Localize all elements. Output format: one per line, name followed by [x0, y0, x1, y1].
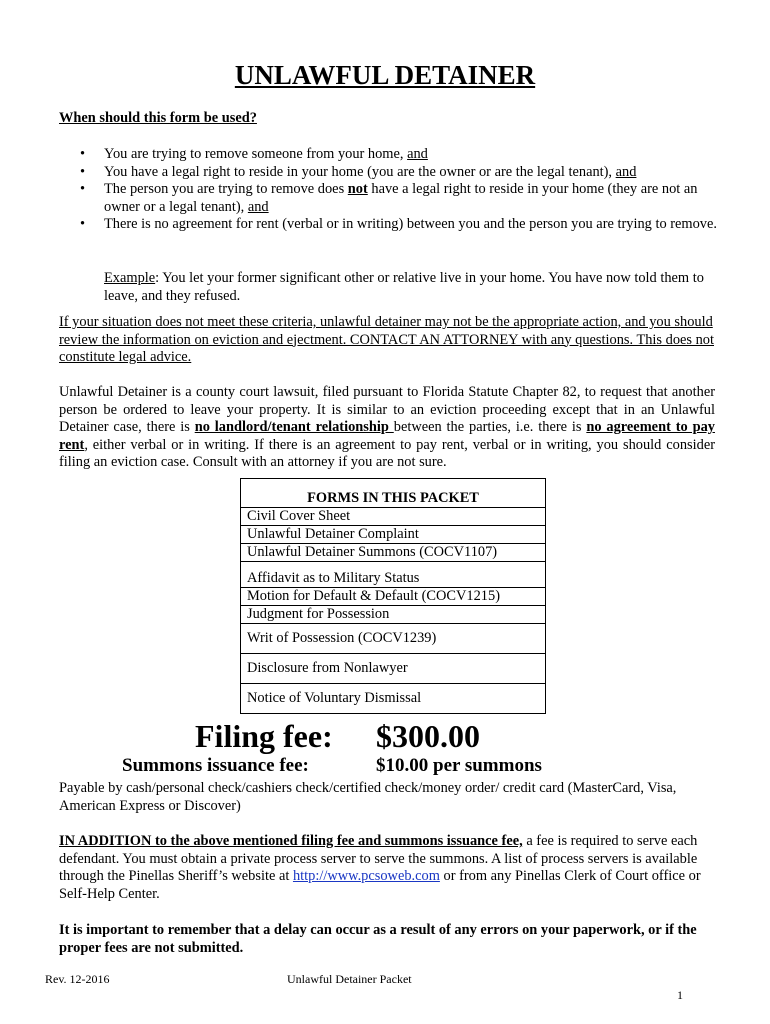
list-item: • There is no agreement for rent (verbal or in writing) between you and the person you are trying to remove. — [80, 216, 717, 232]
forms-table — [240, 478, 546, 714]
payment-text: Payable by cash/personal check/cashiers check/certified check/money order/ credit card (MasterCard, Visa, American Express or Discover) — [59, 780, 677, 814]
description-paragraph: Unlawful Detainer is a county court lawsuit, filed pursuant to Florida Statute Chapter 82, to request that another person be ordered to leave your property. It is similar to an eviction proceeding except that in an Unlawful Detainer case, there is no landlord/tenant relationship between the parties, i.e. there is no agreement to pay rent, either verbal or in writing. If there is an agreement to pay rent, verbal or in writing, you should consider filing an eviction case. Consult with an attorney if you are not sure. — [59, 384, 715, 470]
table-row: Unlawful Detainer Summons (COCV1107) — [241, 544, 546, 562]
table-row: Judgment for Possession — [241, 606, 546, 624]
footer-title: Unlawful Detainer Packet — [287, 972, 412, 986]
table-row: Notice of Voluntary Dismissal — [241, 684, 546, 714]
table-row: Affidavit as to Military Status — [241, 562, 546, 588]
filing-fee-amount: $300.00 — [376, 718, 480, 754]
when-heading: When should this form be used? — [59, 110, 257, 126]
page-title: UNLAWFUL DETAINER — [234, 60, 536, 90]
summons-fee-label: Summons issuance fee: — [122, 755, 309, 776]
filing-fee-label: Filing fee: — [195, 718, 333, 754]
list-item: • You have a legal right to reside in your home (you are the owner or are the legal tenant), and — [80, 163, 637, 180]
table-row: Disclosure from Nonlawyer — [241, 654, 546, 684]
criteria-notice: If your situation does not meet these criteria, unlawful detainer may not be the appropriate action, and you should review the information on eviction and ejectment. CONTACT AN ATTORNEY with any questions. This does not constitute legal advice. — [59, 314, 714, 365]
list-item: • You are trying to remove someone from your home, and — [80, 146, 428, 162]
important-notice: It is important to remember that a delay can occur as a result of any errors on your paperwork, or if the proper fees are not submitted. — [59, 922, 697, 956]
table-row: Civil Cover Sheet — [241, 508, 546, 526]
forms-table-header: FORMS IN THIS PACKET — [241, 479, 546, 508]
table-row: Writ of Possession (COCV1239) — [241, 624, 546, 654]
list-item: • The person you are trying to remove does not have a legal right to reside in your home (they are not an owner or a legal tenant), and — [80, 181, 698, 215]
summons-fee-amount: $10.00 per summons — [376, 755, 542, 776]
table-row: Motion for Default & Default (COCV1215) — [241, 588, 546, 606]
page-number: 1 — [677, 988, 683, 1002]
example-paragraph: Example: You let your former significant other or relative live in your home. You have now told them to leave, and they refused. — [104, 270, 704, 304]
table-row: Unlawful Detainer Complaint — [241, 526, 546, 544]
pcsoweb-link[interactable]: http://www.pcsoweb.com — [292, 868, 440, 884]
revision-label: Rev. 12-2016 — [45, 972, 110, 986]
criteria-list — [59, 146, 719, 234]
additional-fee-paragraph: IN ADDITION to the above mentioned filing fee and summons issuance fee, a fee is required to serve each defendant. You must obtain a private process server to serve the summons. A list of process servers is available through the Pinellas Sheriff’s website at http://www.pcsoweb.com or from any Pinellas Clerk of Court office or Self-Help Center. — [59, 833, 701, 902]
